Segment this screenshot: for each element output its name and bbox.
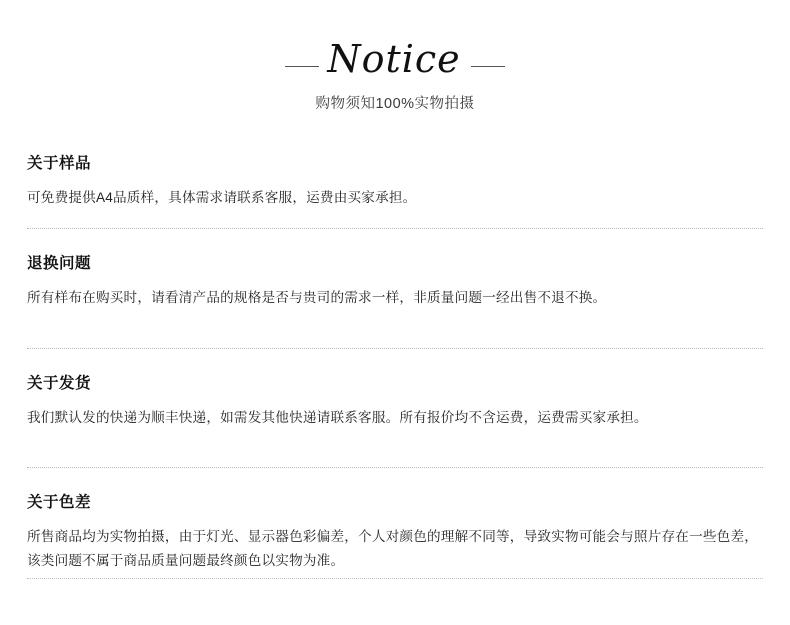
footer-divider [27,578,763,579]
page-title: Notice [327,37,461,81]
section-title: 关于发货 [27,374,92,392]
title-rule-right-icon [471,66,505,67]
section-divider [27,467,763,468]
section-divider [27,348,763,349]
page-subtitle: 购物须知100%实物拍摄 [315,96,475,112]
notice-sections [27,113,763,573]
spacer [27,310,763,330]
title-rule-left-icon [285,66,319,67]
section-body: 我们默认发的快递为顺丰快递，如需发其他快递请联系客服。所有报价均不含运费，运费需买家承担。 [27,409,648,425]
section-title: 退换问题 [27,254,92,272]
section-body: 所售商品均为实物拍摄，由于灯光、显示器色彩偏差，个人对颜色的理解不同等，导致实物可能会与照片存在一些色差，该类问题不属于商品质量问题最终颜色以实物为准。 [27,529,759,569]
section-title: 关于样品 [27,155,92,172]
title-row [0,37,790,81]
section-returns [27,251,763,310]
section-divider [27,228,763,229]
section-sample [27,151,763,210]
section-body: 所有样布在购买时，请看清产品的规格是否与贵司的需求一样，非质量问题一经出售不退不换。 [27,289,607,305]
page-header [0,0,790,113]
spacer [27,429,763,449]
section-shipping [27,371,763,430]
section-body: 可免费提供A4品质样，具体需求请联系客服，运费由买家承担。 [27,190,417,205]
section-title: 关于色差 [27,494,92,512]
section-color-difference [27,490,763,573]
